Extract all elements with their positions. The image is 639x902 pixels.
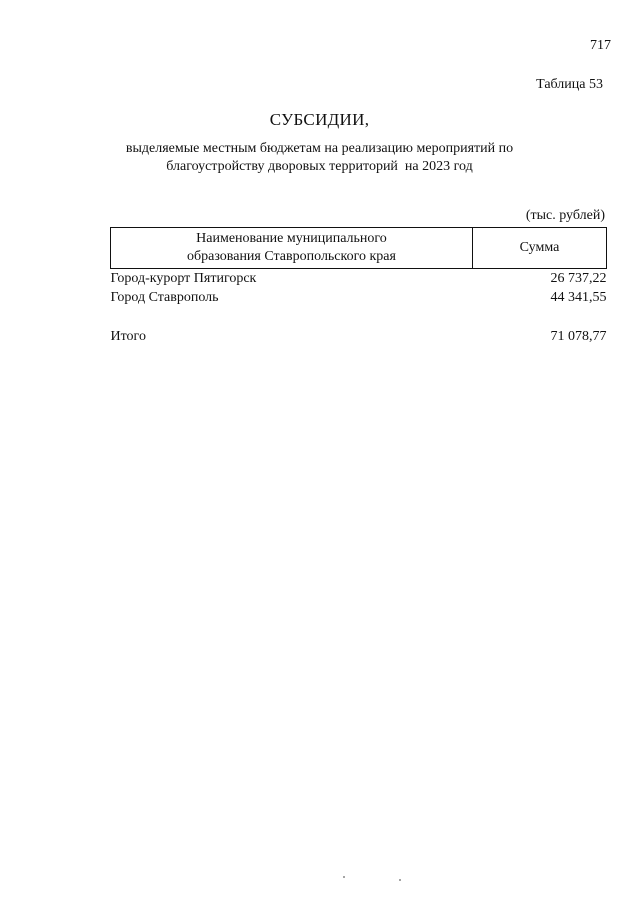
document-subtitle — [0, 140, 639, 176]
row-name: Город-курорт Пятигорск — [110, 271, 257, 286]
scan-speck — [343, 876, 345, 878]
total-label: Итого — [110, 329, 146, 344]
table-label: Таблица 53 — [536, 77, 603, 92]
total-row — [111, 327, 607, 346]
row-amount: 44 341,55 — [550, 290, 607, 305]
subsidies-table — [110, 227, 607, 346]
table-row — [111, 288, 607, 307]
total-amount: 71 078,77 — [550, 329, 607, 344]
row-amount: 26 737,22 — [550, 271, 607, 286]
scan-speck — [399, 879, 401, 881]
table-header-row — [111, 228, 607, 269]
header-name-line-1: Наименование муниципального — [196, 231, 387, 246]
table-row — [111, 269, 607, 289]
page-number: 717 — [590, 38, 611, 53]
header-municipality — [111, 228, 473, 269]
units-label: (тыс. рублей) — [525, 208, 605, 223]
header-amount: Сумма — [473, 228, 607, 269]
header-name-line-2: образования Ставропольского края — [187, 249, 396, 264]
document-title: СУБСИДИИ, — [269, 110, 370, 129]
spacer-row — [111, 307, 607, 327]
subtitle-line-2: благоустройству дворовых территорий на 2023 год — [166, 159, 473, 174]
subtitle-line-1: выделяемые местным бюджетам на реализацию мероприятий по — [125, 141, 514, 156]
row-name: Город Ставрополь — [110, 290, 219, 305]
